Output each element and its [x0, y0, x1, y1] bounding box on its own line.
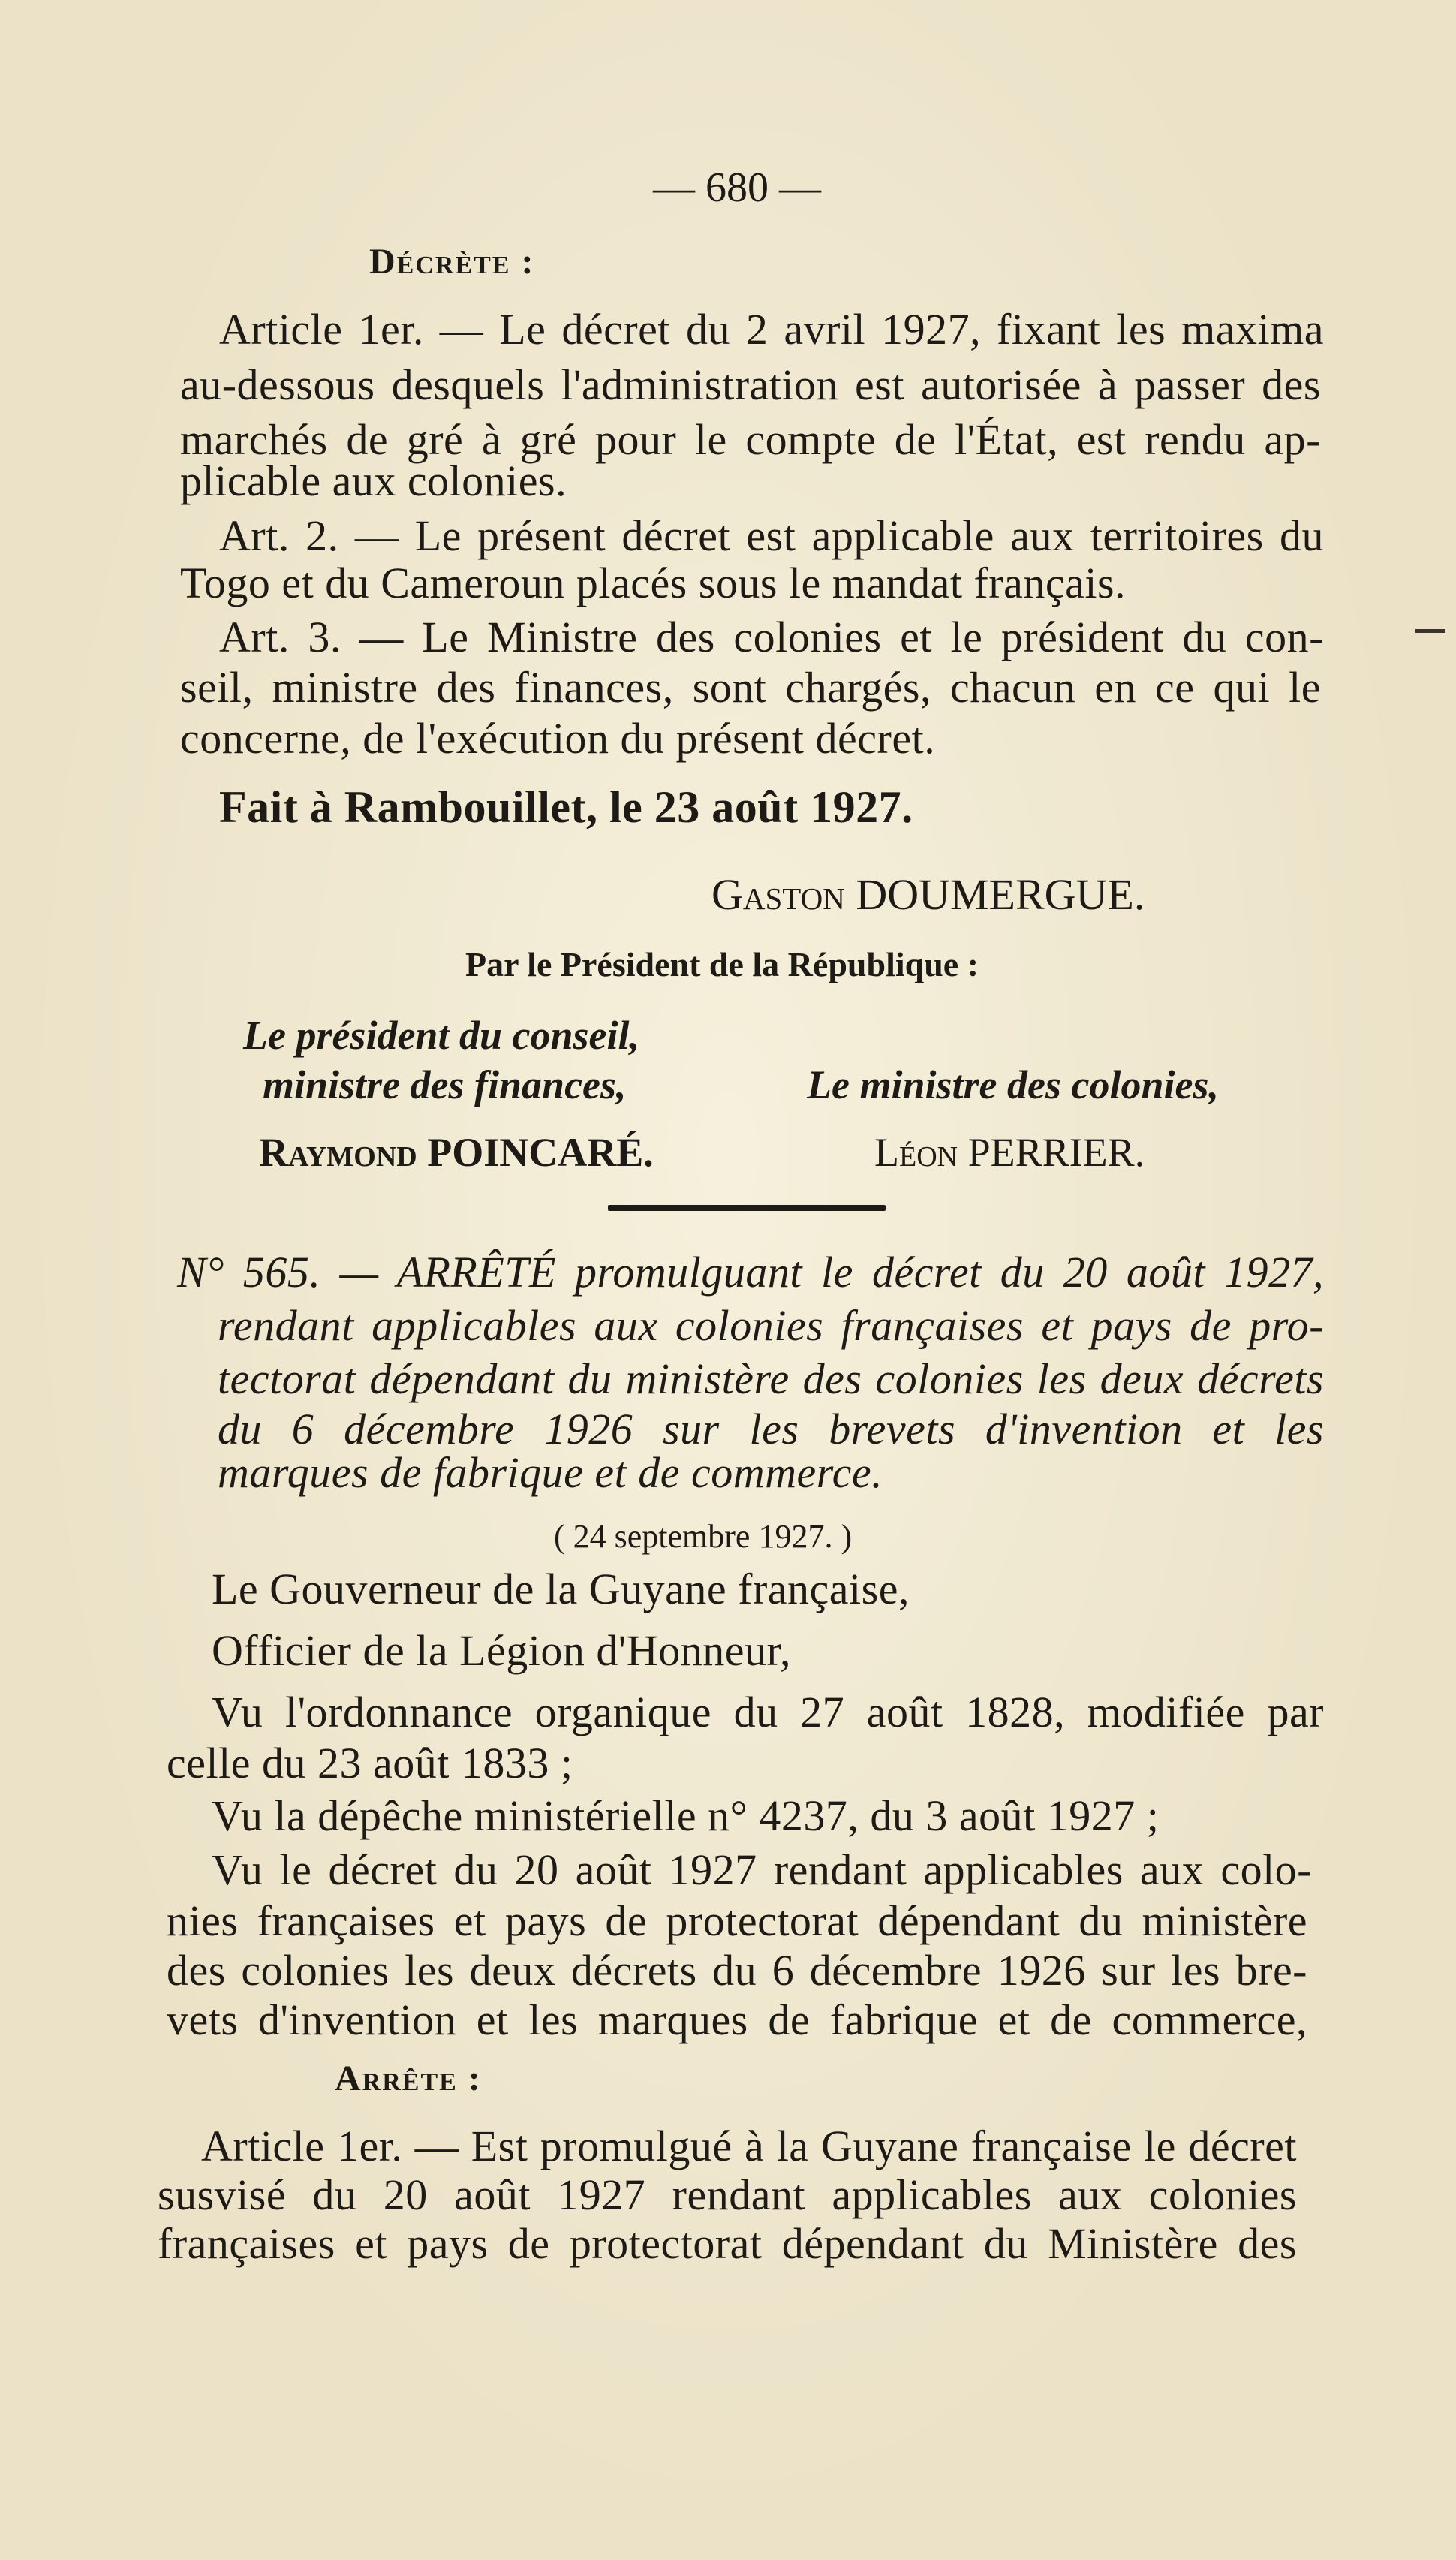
arrete-title-line2: rendant applicables aux colonies françaises et pays de pro-: [218, 1301, 1324, 1350]
decree-art2-line1: Art. 2. — Le présent décret est applicable aux territoires du: [219, 511, 1324, 560]
arrete-officier: Officier de la Légion d'Honneur,: [212, 1626, 791, 1675]
decree-art3-line2: seil, ministre des finances, sont chargés, chacun en ce qui le: [180, 663, 1321, 712]
decree-art1-line2: au-dessous desquels l'administration est autorisée à passer des: [180, 360, 1321, 409]
arrete-vu2: Vu la dépêche ministérielle n° 4237, du 3 août 1927 ;: [212, 1791, 1160, 1840]
arrete-vu3-line4: vets d'invention et les marques de fabrique et de commerce,: [167, 1995, 1307, 2044]
arrete-title-line3: tectorat dépendant du ministère des colonies les deux décrets: [218, 1354, 1324, 1403]
decree-art3-line3: concerne, de l'exécution du présent décret.: [180, 714, 936, 763]
arrete-date: ( 24 septembre 1927. ): [554, 1518, 853, 1555]
decree-par: Par le Président de la République :: [465, 945, 979, 983]
decree-art3-line1: Art. 3. — Le Ministre des colonies et le président du con-: [219, 613, 1324, 661]
section-divider: [608, 1205, 886, 1211]
arrete-title-line1: N° 565. — ARRÊTÉ promulguant le décret du 20 août 1927,: [177, 1248, 1324, 1297]
arrete-heading: Arrête :: [335, 2059, 482, 2098]
decree-signatory: Gaston DOUMERGUE.: [711, 870, 1145, 919]
arrete-art1-line3: françaises et pays de protectorat dépendant du Ministère des: [158, 2219, 1297, 2268]
arrete-title-line4: du 6 décembre 1926 sur les brevets d'invention et les: [218, 1405, 1324, 1453]
decree-left-title1: Le président du conseil,: [243, 1013, 639, 1058]
arrete-vu3-line3: des colonies les deux décrets du 6 décembre 1926 sur les bre-: [167, 1946, 1307, 1995]
decree-fait: Fait à Rambouillet, le 23 août 1927.: [219, 782, 913, 832]
decree-left-title2: ministre des finances,: [263, 1062, 627, 1107]
margin-mark: [1415, 629, 1445, 633]
decree-right-title: Le ministre des colonies,: [807, 1062, 1219, 1107]
decree-art1-line4: plicable aux colonies.: [180, 456, 567, 505]
decree-art1-line3: marchés de gré à gré pour le compte de l'État, est rendu ap-: [180, 415, 1321, 464]
arrete-title-line5: marques de fabrique et de commerce.: [218, 1448, 883, 1497]
decree-heading: Décrète :: [369, 242, 535, 282]
decree-art1-line1: Article 1er. — Le décret du 2 avril 1927, fixant les maxima: [219, 305, 1324, 354]
decree-art2-line2: Togo et du Cameroun placés sous le mandat français.: [180, 559, 1127, 607]
decree-left-name: Raymond POINCARÉ.: [259, 1130, 654, 1175]
arrete-vu3-line1: Vu le décret du 20 août 1927 rendant applicables aux colo-: [212, 1845, 1312, 1894]
arrete-vu1-line2: celle du 23 août 1833 ;: [167, 1739, 573, 1787]
arrete-art1-line1: Article 1er. — Est promulgué à la Guyane française le décret: [201, 2122, 1297, 2170]
decree-right-name: Léon PERRIER.: [874, 1130, 1145, 1175]
arrete-governor: Le Gouverneur de la Guyane française,: [212, 1565, 910, 1613]
page-number: — 680 —: [653, 164, 821, 211]
arrete-vu3-line2: nies françaises et pays de protectorat dépendant du ministère: [167, 1896, 1307, 1945]
arrete-vu1-line1: Vu l'ordonnance organique du 27 août 1828, modifiée par: [212, 1688, 1324, 1736]
arrete-art1-line2: susvisé du 20 août 1927 rendant applicables aux colonies: [158, 2170, 1297, 2219]
